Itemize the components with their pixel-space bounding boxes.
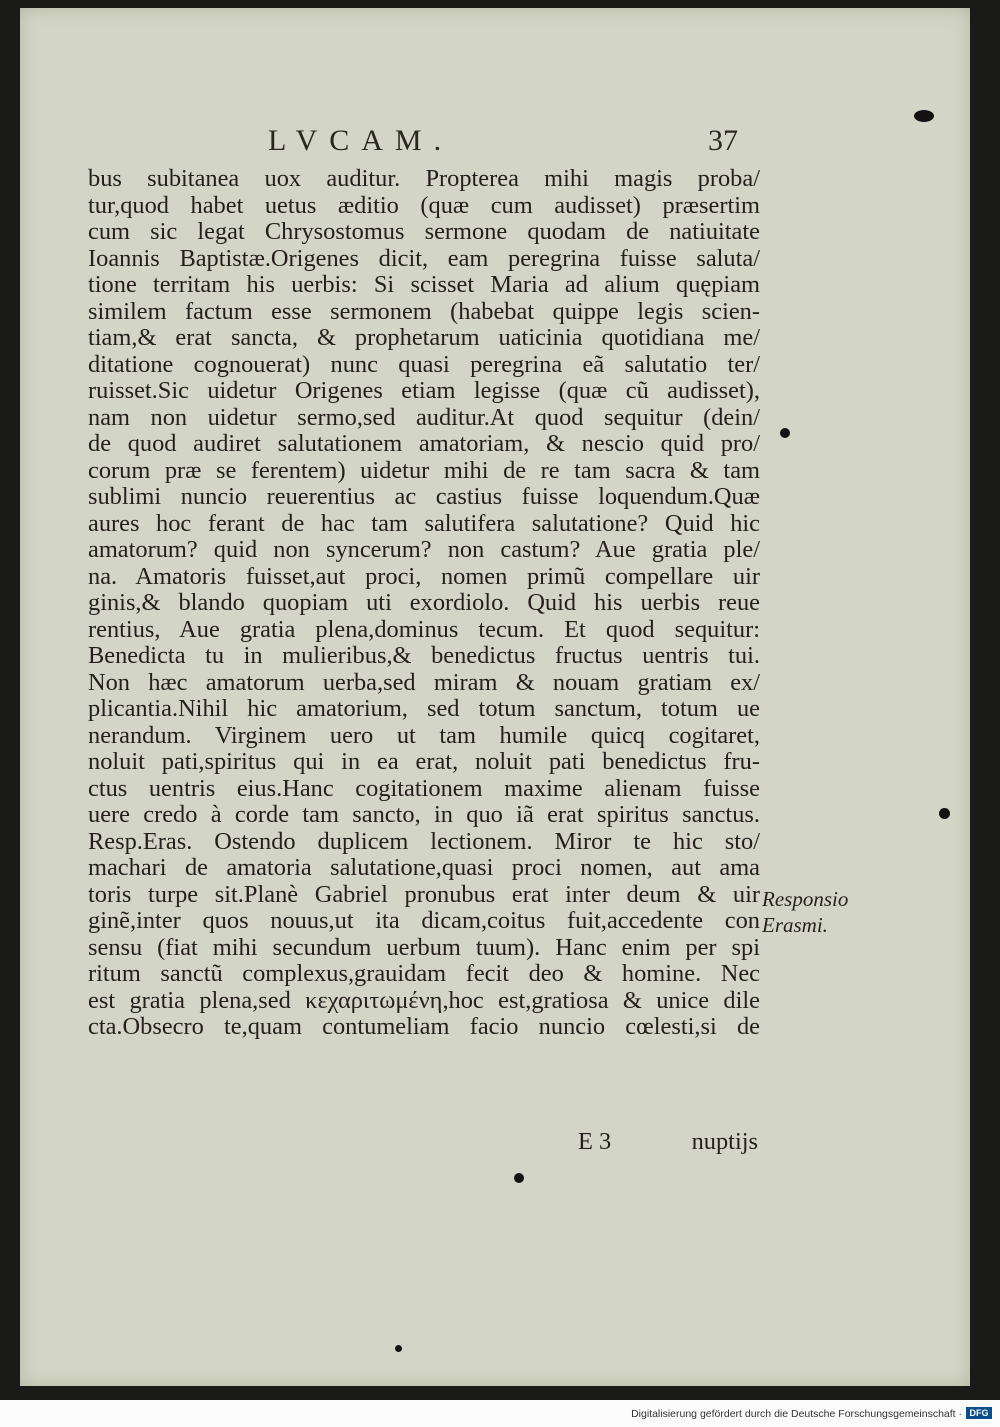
text-line: corum præ se ferentem) uidetur mihi de re tam sacra & tam: [88, 457, 760, 484]
ink-dot: [514, 1173, 524, 1183]
text-line: sensu (fiat mihi secundum uerbum tuum). Hanc enim per spi: [88, 934, 760, 961]
text-line: amatorum? quid non syncerum? non castum? Aue gratia ple/: [88, 537, 760, 563]
text-line: ctus uentris eius.Hanc cogitationem maxime alienam fuisse: [88, 775, 760, 802]
text-line: rentius, Aue gratia plena,dominus tecum. Et quod sequitur:: [88, 616, 760, 643]
catchword: nuptijs: [691, 1128, 758, 1155]
text-line: ginẽ,inter quos nouus,ut ita dicam,coitus fuit,accedente con: [88, 908, 760, 934]
text-line: ruisset.Sic uidetur Origenes etiam legisse (quæ cũ audisset),: [88, 378, 760, 404]
text-line: ginis,& blando quopiam uti exordiolo. Quid his uerbis reue: [88, 590, 760, 616]
ink-dot: [780, 428, 790, 438]
text-line: cum sic legat Chrysostomus sermone quodam de natiuitate: [88, 219, 760, 245]
text-line: tur,quod habet uetus æditio (quæ cum audisset) præsertim: [88, 192, 760, 219]
text-line: bus subitanea uox auditur. Propterea mihi magis proba/: [88, 166, 760, 192]
text-line: de quod audiret salutationem amatoriam, & nescio quid pro/: [88, 431, 760, 457]
text-line: ditatione cognouerat) nunc quasi peregrina eã salutatio ter/: [88, 351, 760, 378]
marginal-note-line: Erasmi.: [762, 913, 828, 937]
text-line: Ioannis Baptistæ.Origenes dicit, eam peregrina fuisse saluta/: [88, 245, 760, 272]
text-line: similem factum esse sermonem (habebat quippe legis scien-: [88, 298, 760, 325]
running-title: LVCAM.: [268, 124, 454, 157]
marginal-note: [762, 886, 882, 938]
signature-mark: E 3: [578, 1128, 612, 1155]
text-line: na. Amatoris fuisset,aut proci, nomen primũ compellare uir: [88, 563, 760, 590]
text-line: toris turpe sit.Planè Gabriel pronubus erat inter deum & uir: [88, 881, 760, 908]
ink-dot: [939, 808, 950, 819]
text-line: tione territam his uerbis: Si scisset Maria ad alium quępiam: [88, 272, 760, 298]
text-line: ritum sanctũ complexus,grauidam fecit deo & homine. Nec: [88, 961, 760, 987]
text-line: est gratia plena,sed κεχαριτωμένη,hoc est,gratiosa & unice dile: [88, 987, 760, 1014]
text-line: nam non uidetur sermo,sed auditur.At quod sequitur (dein/: [88, 404, 760, 431]
dfg-logo: DFG: [966, 1407, 992, 1419]
text-line: aures hoc ferant de hac tam salutifera salutatione? Quid hic: [88, 510, 760, 537]
text-line: cta.Obsecro te,quam contumeliam facio nuncio cœlesti,si de: [88, 1014, 760, 1040]
text-line: uere credo à corde tam sancto, in quo iã erat spiritus sanctus.: [88, 802, 760, 828]
text-line: noluit pati,spiritus qui in ea erat, noluit pati benedictus fru-: [88, 749, 760, 775]
ink-dot: [395, 1345, 402, 1352]
text-line: machari de amatoria salutatione,quasi proci nomen, aut ama: [88, 855, 760, 881]
text-line: Benedicta tu in mulieribus,& benedictus fructus uentris tui.: [88, 643, 760, 669]
text-line: Resp.Eras. Ostendo duplicem lectionem. Miror te hic sto/: [88, 828, 760, 855]
folio-number: 37: [708, 124, 738, 157]
text-line: plicantia.Nihil hic amatorium, sed totum sanctum, totum ue: [88, 696, 760, 722]
text-line: tiam,& erat sancta, & prophetarum uaticinia quotidiana me/: [88, 325, 760, 351]
text-line: nerandum. Virginem uero ut tam humile quicq cogitaret,: [88, 722, 760, 749]
ink-blot: [914, 110, 934, 122]
body-text: [88, 166, 760, 1041]
page-header: [268, 124, 738, 160]
footer-bar: [0, 1400, 1000, 1427]
signature-row: [578, 1128, 758, 1156]
marginal-note-line: Responsio: [762, 887, 849, 911]
footer-credit: Digitalisierung gefördert durch die Deutsche Forschungsgemeinschaft ·: [631, 1408, 962, 1420]
text-line: Non hæc amatorum uerba,sed miram & nouam gratiam ex/: [88, 669, 760, 696]
text-line: sublimi nuncio reuerentius ac castius fuisse loquendum.Quæ: [88, 484, 760, 510]
